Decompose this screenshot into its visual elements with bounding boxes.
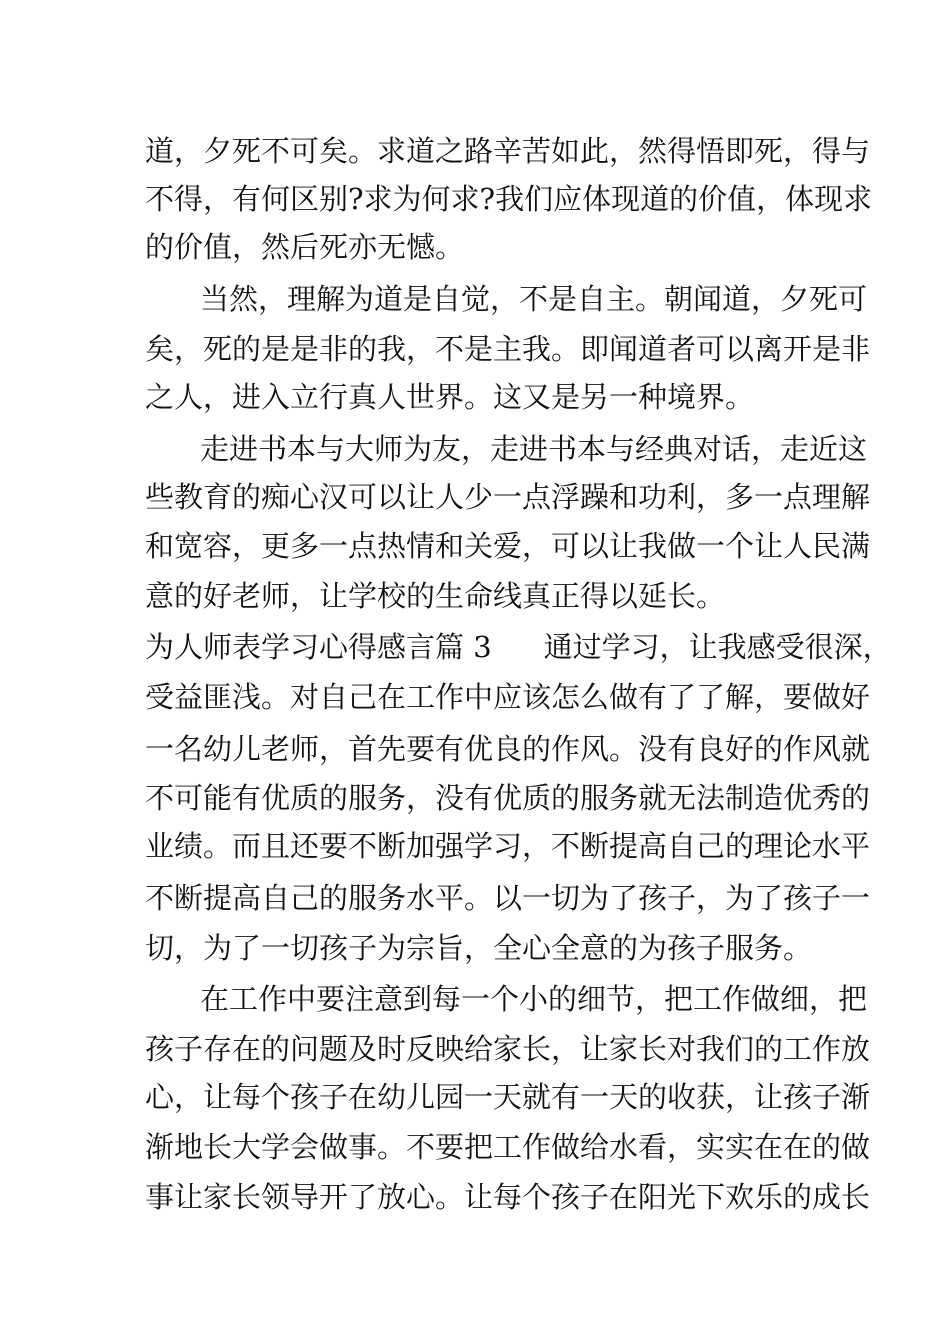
paragraph-line: 当然，理解为道是自觉，不是自主。朝闻道，夕死可 — [200, 282, 868, 316]
section-heading-line — [145, 630, 892, 664]
paragraph-line: 渐地长大学会做事。不要把工作做给水看，实实在在的做 — [145, 1130, 871, 1164]
paragraph-line: 一名幼儿老师，首先要有优良的作风。没有良好的作风就 — [145, 732, 871, 766]
paragraph-line: 不得，有何区别?求为何求?我们应体现道的价值，体现求 — [145, 182, 873, 216]
paragraph-line: 业绩。而且还要不断加强学习，不断提高自己的理论水平 — [145, 829, 871, 863]
paragraph-line: 切，为了一切孩子为宗旨，全心全意的为孩子服务。 — [145, 931, 813, 965]
paragraph-line: 事让家长领导开了放心。让每个孩子在阳光下欢乐的成长 — [145, 1180, 871, 1214]
paragraph-line: 的价值，然后死亦无憾。 — [145, 230, 465, 264]
paragraph-line: 心，让每个孩子在幼儿园一天就有一天的收获，让孩子渐 — [145, 1080, 871, 1114]
paragraph-line: 之人，进入立行真人世界。这又是另一种境界。 — [145, 380, 755, 414]
paragraph-line: 和宽容，更多一点热情和关爱，可以让我做一个让人民满 — [145, 529, 871, 563]
paragraph-line: 走进书本与大师为友，走进书本与经典对话，走近这 — [200, 432, 868, 466]
section-heading-continuation: 通过学习，让我感受很深， — [543, 630, 892, 664]
paragraph-line: 在工作中要注意到每一个小的细节，把工作做细，把 — [200, 982, 868, 1016]
paragraph-line: 道，夕死不可矣。求道之路辛苦如此，然得悟即死，得与 — [145, 134, 871, 168]
paragraph-line: 不可能有优质的服务，没有优质的服务就无法制造优秀的 — [145, 781, 871, 815]
paragraph-line: 矣，死的是是非的我，不是主我。即闻道者可以离开是非 — [145, 332, 871, 366]
paragraph-line: 不断提高自己的服务水平。以一切为了孩子，为了孩子一 — [145, 881, 871, 915]
paragraph-line: 意的好老师，让学校的生命线真正得以延长。 — [145, 579, 726, 613]
paragraph-line: 孩子存在的问题及时反映给家长，让家长对我们的工作放 — [145, 1032, 871, 1066]
paragraph-line: 受益匪浅。对自己在工作中应该怎么做有了了解，要做好 — [145, 680, 871, 714]
paragraph-line: 些教育的痴心汉可以让人少一点浮躁和功利，多一点理解 — [145, 480, 871, 514]
section-heading: 为人师表学习心得感言篇 3 — [145, 630, 492, 664]
